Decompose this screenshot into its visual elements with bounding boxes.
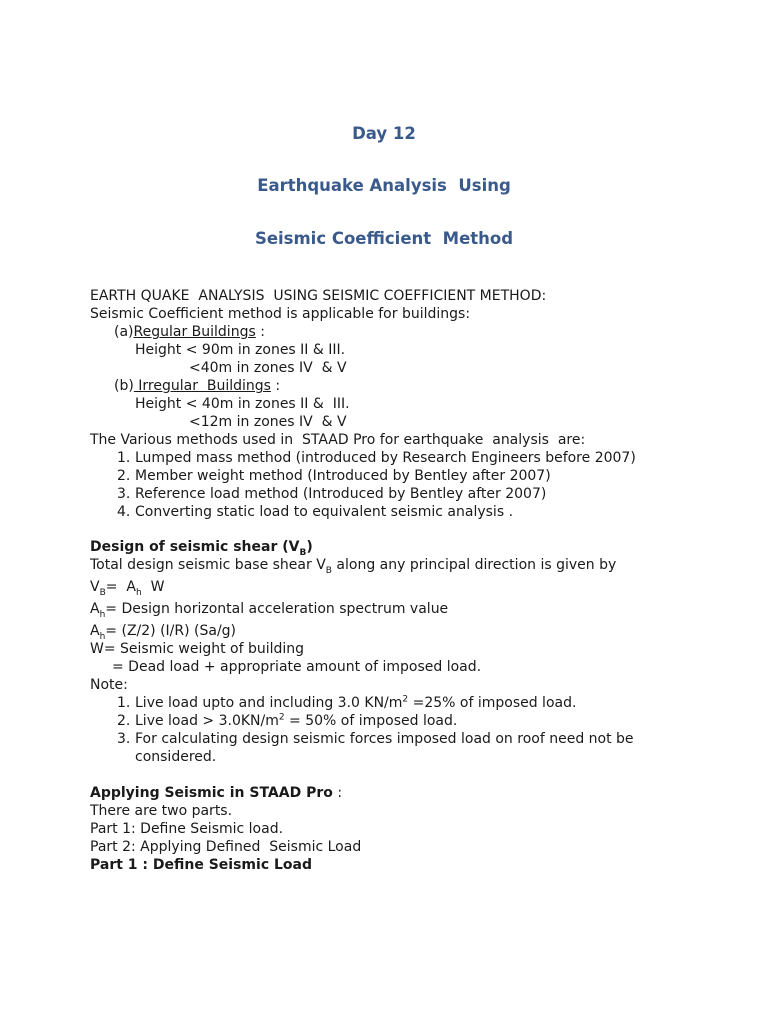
subscript: B [299, 547, 307, 558]
subscript: h [135, 587, 142, 598]
part2-text: Part 2: Applying Defined Seismic Load [90, 839, 362, 855]
text: = 50% of imposed load. [284, 713, 458, 729]
list-number: 4. [117, 504, 131, 520]
subscript: B [325, 565, 332, 576]
note-label: Note: [90, 677, 128, 693]
regular-buildings-label: Regular Buildings [133, 324, 256, 340]
text: A [90, 601, 100, 617]
list-item-text [135, 730, 710, 766]
list-item [90, 730, 710, 766]
subscript: h [99, 631, 106, 642]
part1-text: Part 1: Define Seismic load. [90, 821, 284, 837]
section-heading: EARTH QUAKE ANALYSIS USING SEISMIC COEFFICIENT METHOD: [90, 288, 547, 304]
list-item-text [135, 694, 710, 712]
list-number: 2. [117, 713, 131, 729]
list-item-text [135, 712, 710, 730]
text: = (Z/2) (I/R) (Sa/g) [105, 623, 237, 639]
list-item [90, 449, 710, 467]
superscript: 2 [402, 694, 409, 705]
item-prefix: (b) [114, 378, 134, 394]
text: A [90, 623, 100, 639]
part1-heading: Part 1 : Define Seismic Load [90, 857, 312, 873]
text: =25% of imposed load. [408, 695, 577, 711]
text: : [332, 785, 343, 801]
title-line-1: Earthquake Analysis Using [257, 176, 511, 195]
text: Live load > 3.0KN/m [135, 713, 279, 729]
notes-list [90, 694, 710, 766]
day-title: Day 12 [352, 124, 416, 143]
document-body [90, 287, 710, 874]
methods-intro: The Various methods used in STAAD Pro for earthquake analysis are: [90, 432, 586, 448]
irregular-height-1: Height < 40m in zones II & III. [135, 396, 350, 412]
w-definition: W= Seismic weight of building [90, 641, 305, 657]
text: For calculating design seismic forces imposed load on roof need not be considered. [135, 731, 634, 765]
ah-definition [90, 600, 710, 618]
list-item-text: Lumped mass method (introduced by Research Engineers before 2007) [135, 450, 636, 466]
text: V [90, 579, 100, 595]
applicability-text: Seismic Coefficient method is applicable for buildings: [90, 306, 471, 322]
superscript: 2 [278, 712, 285, 723]
irregular-buildings-label: Irregular Buildings [133, 378, 271, 394]
list-number: 1. [117, 695, 131, 711]
heading-text: ) [306, 539, 313, 555]
methods-list [90, 449, 710, 521]
applying-heading-line [90, 784, 710, 802]
ah-formula [90, 622, 710, 640]
item-suffix: : [255, 324, 265, 340]
list-number: 3. [117, 486, 131, 502]
text: Total design seismic base shear V [90, 557, 326, 573]
base-shear-text [90, 556, 710, 574]
list-item-text: Member weight method (Introduced by Bentley after 2007) [135, 468, 551, 484]
text: Live load upto and including 3.0 KN/m [135, 695, 403, 711]
regular-height-1: Height < 90m in zones II & III. [135, 342, 346, 358]
list-item-text: Converting static load to equivalent seismic analysis . [135, 504, 514, 520]
vb-formula [90, 578, 710, 596]
irregular-height-2: <12m in zones IV & V [189, 414, 347, 430]
two-parts-text: There are two parts. [90, 803, 233, 819]
list-number: 3. [117, 731, 131, 747]
design-heading [90, 538, 710, 556]
subscript: h [99, 609, 106, 620]
list-item [90, 503, 710, 521]
text: along any principal direction is given by [331, 557, 617, 573]
heading-text: Design of seismic shear (V [90, 539, 300, 555]
subscript: B [99, 587, 106, 598]
list-item [90, 694, 710, 712]
list-item [90, 712, 710, 730]
list-number: 1. [117, 450, 131, 466]
text: = Design horizontal acceleration spectrum value [105, 601, 449, 617]
text: W [141, 579, 165, 595]
applying-heading: Applying Seismic in STAAD Pro [90, 785, 333, 801]
list-item-text: Reference load method (Introduced by Bentley after 2007) [135, 486, 547, 502]
text: = A [105, 579, 136, 595]
title-line-2: Seismic Coefficient Method [254, 229, 514, 248]
irregular-buildings-line [90, 377, 710, 395]
list-number: 2. [117, 468, 131, 484]
regular-height-2: <40m in zones IV & V [189, 360, 347, 376]
regular-buildings-line [90, 323, 710, 341]
list-item [90, 485, 710, 503]
list-item [90, 467, 710, 485]
item-suffix: : [270, 378, 281, 394]
item-prefix: (a) [114, 324, 134, 340]
w-definition-2: = Dead load + appropriate amount of imposed load. [112, 659, 482, 675]
